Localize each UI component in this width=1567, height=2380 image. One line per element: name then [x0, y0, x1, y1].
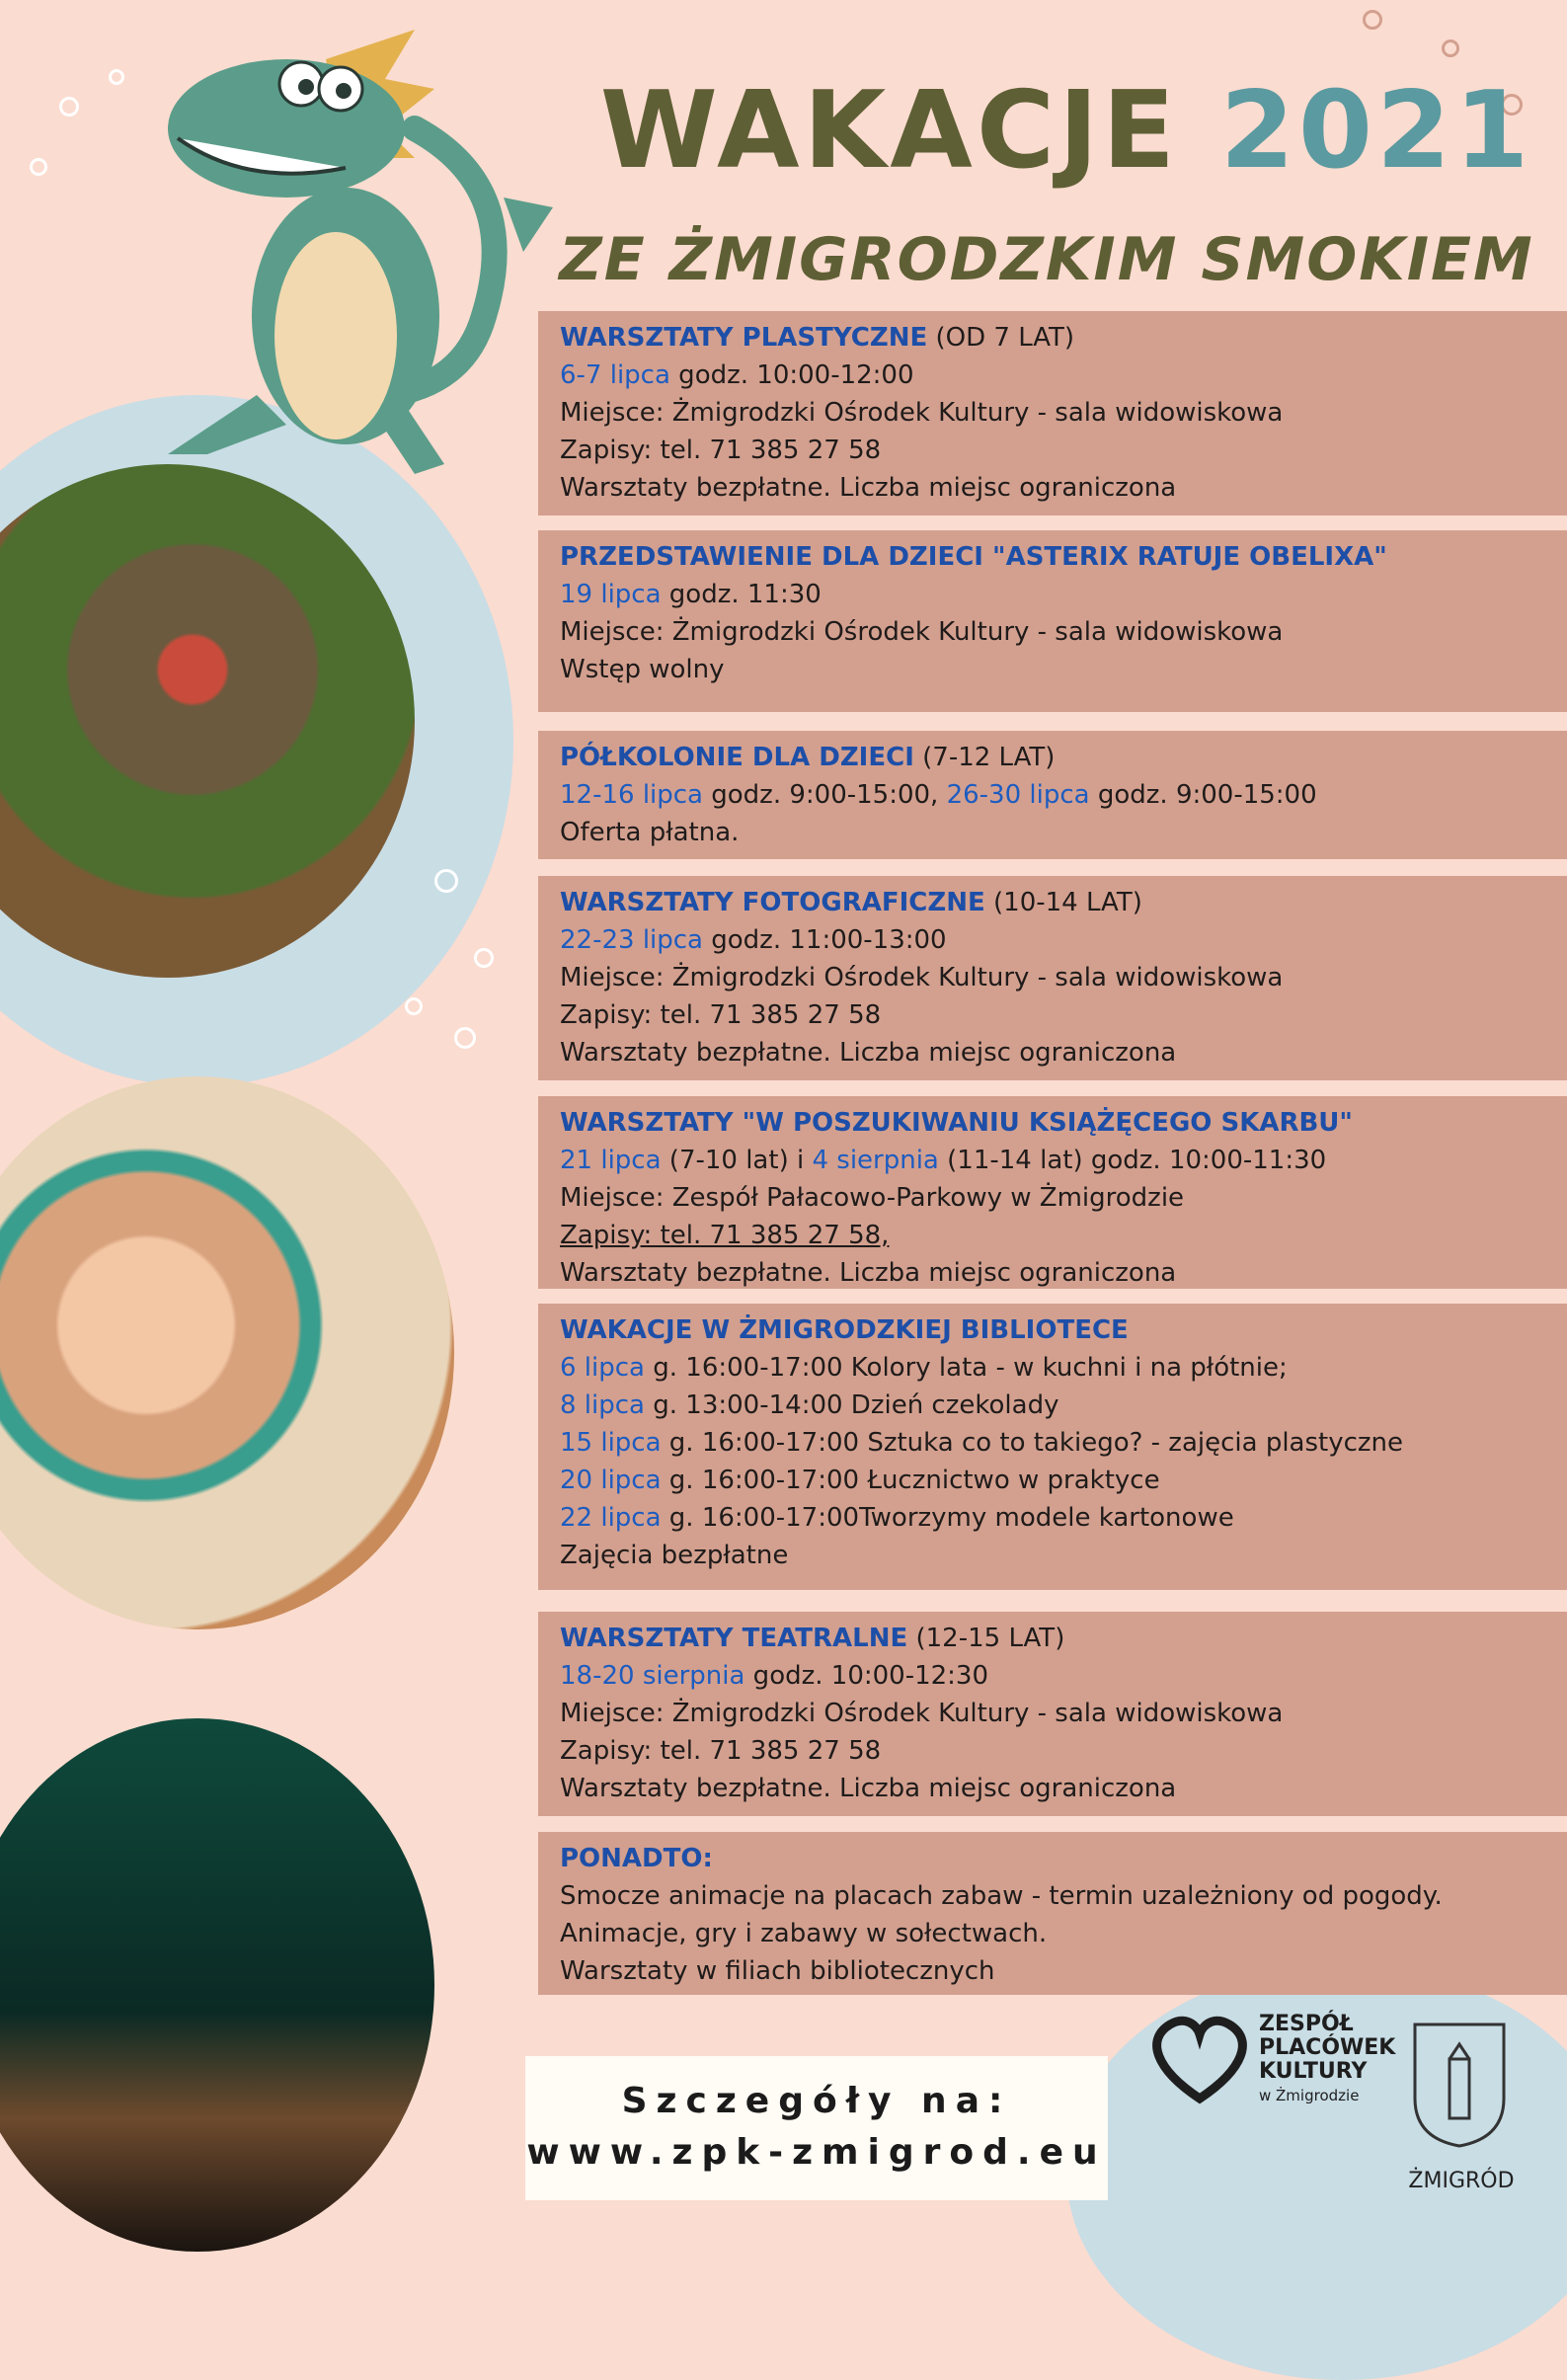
- event-date: 15 lipca: [560, 1428, 662, 1458]
- event-heading: WARSZTATY PLASTYCZNE (OD 7 LAT): [560, 323, 1075, 353]
- event-box: [538, 530, 1567, 712]
- event-detail-line: Oferta płatna.: [560, 818, 740, 847]
- event-detail-line: 20 lipca g. 16:00-17:00 Łucznictwo w praktyce: [560, 1466, 1160, 1495]
- decorative-dot: [474, 948, 494, 968]
- event-box: [538, 731, 1567, 859]
- event-heading: PONADTO:: [560, 1844, 713, 1873]
- event-date: 21 lipca: [560, 1146, 662, 1175]
- event-detail-line: Miejsce: Żmigrodzki Ośrodek Kultury - sala widowiskowa: [560, 398, 1284, 428]
- event-date: 12-16 lipca: [560, 780, 703, 810]
- event-detail-line: 8 lipca g. 13:00-14:00 Dzień czekolady: [560, 1390, 1059, 1420]
- event-detail-line: Miejsce: Żmigrodzki Ośrodek Kultury - sala widowiskowa: [560, 617, 1284, 647]
- theatre-dancers-photo: [0, 1718, 434, 2252]
- event-heading: WAKACJE W ŻMIGRODZKIEJ BIBLIOTECE: [560, 1315, 1129, 1345]
- event-heading: PRZEDSTAWIENIE DLA DZIECI "ASTERIX RATUJE OBELIXA": [560, 542, 1387, 572]
- event-detail-line: 12-16 lipca godz. 9:00-15:00, 26-30 lipca godz. 9:00-15:00: [560, 780, 1317, 810]
- decorative-dot: [405, 997, 423, 1015]
- details-box: [525, 2056, 1108, 2200]
- heart-logo-icon: [1145, 2010, 1254, 2108]
- event-detail-line: 6-7 lipca godz. 10:00-12:00: [560, 360, 914, 390]
- event-detail-line: Miejsce: Żmigrodzki Ośrodek Kultury - sala widowiskowa: [560, 963, 1284, 992]
- event-detail-line: Smocze animacje na placach zabaw - termin uzależniony od pogody.: [560, 1881, 1443, 1911]
- event-date: 22-23 lipca: [560, 925, 703, 955]
- event-date: 18-20 sierpnia: [560, 1661, 745, 1691]
- event-detail-line: Zapisy: tel. 71 385 27 58: [560, 1736, 882, 1766]
- decorative-dot: [454, 1027, 476, 1049]
- event-detail-line: Warsztaty bezpłatne. Liczba miejsc ograniczona: [560, 1038, 1177, 1068]
- decorative-dot: [434, 869, 458, 893]
- event-date: 19 lipca: [560, 580, 662, 609]
- event-date: 20 lipca: [560, 1466, 662, 1495]
- event-box: [538, 1832, 1567, 1995]
- event-date: 22 lipca: [560, 1503, 662, 1533]
- event-detail-line: Zapisy: tel. 71 385 27 58,: [560, 1221, 890, 1250]
- event-detail-line: Miejsce: Zespół Pałacowo-Parkowy w Żmigrodzie: [560, 1183, 1185, 1213]
- event-detail-line: Zapisy: tel. 71 385 27 58: [560, 1000, 882, 1030]
- title-year: 2021: [1219, 69, 1533, 193]
- decorative-dot: [30, 158, 47, 176]
- event-box: [538, 1096, 1567, 1289]
- page-subtitle: ZE ŻMIGRODZKIM SMOKIEM: [559, 225, 1534, 294]
- decorative-dot: [1442, 40, 1459, 57]
- event-detail-line: Warsztaty bezpłatne. Liczba miejsc ograniczona: [560, 1774, 1177, 1803]
- event-date: 6-7 lipca: [560, 360, 670, 390]
- dragon-illustration: [89, 20, 602, 484]
- event-detail-line: Wstęp wolny: [560, 655, 725, 684]
- logo-text: ZESPÓŁ PLACÓWEK KULTURY w Żmigrodzie: [1259, 2012, 1396, 2104]
- event-detail-line: Zajęcia bezpłatne: [560, 1541, 789, 1570]
- details-label: Szczegóły na:: [621, 2081, 1012, 2121]
- event-box: [538, 876, 1567, 1080]
- event-detail-line: 6 lipca g. 16:00-17:00 Kolory lata - w kuchni i na płótnie;: [560, 1353, 1288, 1383]
- children-hula-hoop-photo: [0, 1076, 454, 1629]
- event-box: [538, 1612, 1567, 1816]
- event-detail-line: 22 lipca g. 16:00-17:00Tworzymy modele kartonowe: [560, 1503, 1234, 1533]
- event-date: 6 lipca: [560, 1353, 645, 1383]
- website-url[interactable]: www.zpk-zmigrod.eu: [526, 2132, 1107, 2173]
- event-detail-line: Animacje, gry i zabawy w sołectwach.: [560, 1919, 1048, 1948]
- event-heading: WARSZTATY TEATRALNE (12-15 LAT): [560, 1624, 1065, 1653]
- event-detail-line: Miejsce: Żmigrodzki Ośrodek Kultury - sala widowiskowa: [560, 1699, 1284, 1728]
- event-box: [538, 1304, 1567, 1590]
- event-date: 8 lipca: [560, 1390, 645, 1420]
- decorative-dot: [1363, 10, 1382, 30]
- event-detail-line: Warsztaty bezpłatne. Liczba miejsc ograniczona: [560, 473, 1177, 503]
- event-detail-line: 22-23 lipca godz. 11:00-13:00: [560, 925, 947, 955]
- decorative-dot: [59, 97, 79, 117]
- event-detail-line: 19 lipca godz. 11:30: [560, 580, 822, 609]
- event-heading: WARSZTATY FOTOGRAFICZNE (10-14 LAT): [560, 888, 1142, 917]
- page-title: WAKACJE 2021: [599, 69, 1533, 193]
- town-name: ŻMIGRÓD: [1408, 2169, 1515, 2193]
- event-detail-line: 21 lipca (7-10 lat) i 4 sierpnia (11-14 lat) godz. 10:00-11:30: [560, 1146, 1327, 1175]
- event-date: 4 sierpnia: [812, 1146, 939, 1175]
- event-date: 26-30 lipca: [946, 780, 1090, 810]
- event-detail-line: Warsztaty w filiach bibliotecznych: [560, 1956, 995, 1986]
- town-crest-icon: [1410, 2020, 1509, 2148]
- event-heading: PÓŁKOLONIE DLA DZIECI (7-12 LAT): [560, 743, 1056, 772]
- event-detail-line: Zapisy: tel. 71 385 27 58: [560, 436, 882, 465]
- event-detail-line: 15 lipca g. 16:00-17:00 Sztuka co to takiego? - zajęcia plastyczne: [560, 1428, 1404, 1458]
- event-detail-line: 18-20 sierpnia godz. 10:00-12:30: [560, 1661, 989, 1691]
- event-box: [538, 311, 1567, 516]
- event-detail-line: Warsztaty bezpłatne. Liczba miejsc ograniczona: [560, 1258, 1177, 1288]
- event-heading: WARSZTATY "W POSZUKIWANIU KSIĄŻĘCEGO SKARBU": [560, 1108, 1353, 1138]
